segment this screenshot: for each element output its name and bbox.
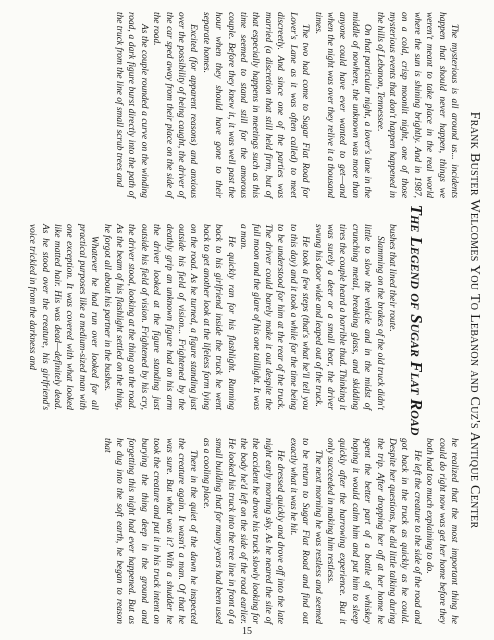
text-column-3 (30, 438, 460, 624)
paragraph: Slamming on the brakes of the old truck didn't little to slow the vehicle and in the midst of crunching metal, breaking glass, and skidding tires the couple heard a horrible thud. Thinking it was surely a deer or a small bear, the driver swung his door wide and leaped out of the truck. (312, 224, 385, 411)
paragraph: He dressed quickly and drove off into the late night early morning sky. As he neared the site of the accident he drove his truck slowly looking for the body he'd left on the side of the road earlier. He looked his truck into the tree line in front of a small building that for many years had been used as a cooling place. (200, 438, 286, 624)
article-page (14, 10, 484, 630)
paragraph: He quickly ran for his flashlight. Running back to his girlfriend inside the truck he went back to get another look at the lifeless form lying on the road. As he turned, a figure standing just outside his field of vision... Frightened by the deathly grip an unknown figure had on his arm the driver looked at the figure standing just outside his field of vision. Frightened by his cry, the driver stood, looking at the thing on the road. As the beam of his flashlight settled on the thing, he forgot all about his partner in the bushes. (101, 224, 236, 410)
paragraph: On that particular night, a lover's lane in the middle of nowhere, the unknown was more than anyone could have ever wanted to get—and when the night was over they relive it a thousand times. (312, 12, 373, 198)
paragraph: Excited (for apparent reasons) and anxious over the possibility of being caught, the driver of the car sped away from their place on the side of the road. (151, 12, 199, 198)
paragraph: bushes that lined their route. (387, 224, 397, 332)
paragraph: The two had come to Sugar Flat Road for Lover's Lane as it was often called) to meet discreetly. And since one of the parties was married (a discretion that still held firm, but of that especially happens in meetings such as this time seemed to stand still for the amorous couple. Before they knew it, it was well past the hour when they should have gone to their separate homes. (200, 12, 311, 198)
paragraph: There in the quiet of the dawn he inspected the creature again. It wasn't a man. Of that he was sure. But what was it? With a shudder he took the creature and put it in his truck intent on burying the thing deep in the ground and forgetting this night had ever happened. But as he dug into the soft earth, he began to reason that (101, 438, 199, 624)
article-title: The Legend of Sugar Flat Road (407, 204, 426, 436)
page-header: Frank Buster Welcomes You To Lebanon and Cuz's Antique Center (467, 111, 482, 529)
paragraph: He left the creature to the side of the road and got back in the truck as quickly as he could. Despite her questions, he did little talking during the trip. After dropping her off at her home he spent the better part of a bottle of whiskey hoping it would calm him and put him to sleep quickly after the harrowing experience. But it only succeeded in making him restless. (324, 438, 422, 624)
paragraph: The next morning he was restless and seemed to be return to Sugar Flat Road and find out exactly what it was he hit. (287, 438, 323, 624)
paragraph: As the couple rounded a curve on the winding road, a dark figure burst directly into the path of the truck from the line of small scrub trees and (114, 12, 149, 198)
paragraph: Whatever he had run over looked for all practical purposes like a medium-sized man with one exception. It was covered with what looked like matted hair. His was dead—definitely dead. As he stood over the creature, his girlfriend's voice trickled in from the darkness and (27, 224, 100, 410)
page-number: 15 (242, 626, 252, 637)
paragraph: He took a few steps (that's what he'll tell you to this day) and it took a while for the time being to be understood for him at the rear of the truck. The driver could barely make it out despite the full moon and the glare of his one taillight. It was a man. (238, 224, 311, 410)
paragraph: he realized that the most important thing he could do right now was get her home before they both had too much explaining to do. (424, 438, 459, 624)
text-column-1 (30, 12, 460, 198)
paragraph: The mysterious is all around us... incidents happen that should never happen, things we weren't meant to take place in the real world where the sun is shining brightly. And in 1987, on a cold, crisp moonlit night, one of those mysterious events that don't happen happened in the hills of Lebanon, Tennessee. (374, 12, 459, 198)
text-column-2 (27, 224, 398, 411)
